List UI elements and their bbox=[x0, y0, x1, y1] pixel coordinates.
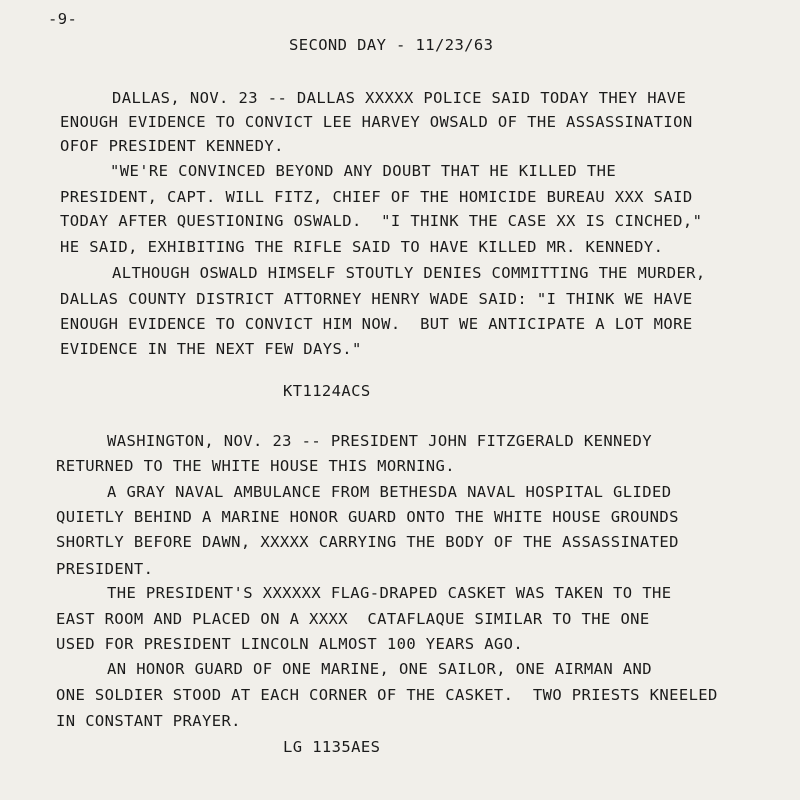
story-line: PRESIDENT. bbox=[56, 560, 154, 578]
story-line: HE SAID, EXHIBITING THE RIFLE SAID TO HAVE KILLED MR. KENNEDY. bbox=[60, 238, 664, 256]
story-code: KT1124ACS bbox=[283, 382, 371, 400]
story-line: TODAY AFTER QUESTIONING OSWALD. "I THINK THE CASE XX IS CINCHED," bbox=[60, 212, 703, 230]
story-line: IN CONSTANT PRAYER. bbox=[56, 712, 241, 730]
page-heading: SECOND DAY - 11/23/63 bbox=[289, 36, 494, 54]
story-line: THE PRESIDENT'S XXXXXX FLAG-DRAPED CASKET WAS TAKEN TO THE bbox=[107, 584, 672, 602]
story-line: DALLAS, NOV. 23 -- DALLAS XXXXX POLICE SAID TODAY THEY HAVE bbox=[112, 89, 687, 107]
story-line: A GRAY NAVAL AMBULANCE FROM BETHESDA NAVAL HOSPITAL GLIDED bbox=[107, 483, 672, 501]
story-line: EVIDENCE IN THE NEXT FEW DAYS." bbox=[60, 340, 362, 358]
page-number: -9- bbox=[48, 10, 78, 28]
story-code: LG 1135AES bbox=[283, 738, 381, 756]
story-line: RETURNED TO THE WHITE HOUSE THIS MORNING. bbox=[56, 457, 456, 475]
story-line: WASHINGTON, NOV. 23 -- PRESIDENT JOHN FITZGERALD KENNEDY bbox=[107, 432, 652, 450]
story-line: ENOUGH EVIDENCE TO CONVICT HIM NOW. BUT WE ANTICIPATE A LOT MORE bbox=[60, 315, 693, 333]
story-line: QUIETLY BEHIND A MARINE HONOR GUARD ONTO THE WHITE HOUSE GROUNDS bbox=[56, 508, 679, 526]
story-line: PRESIDENT, CAPT. WILL FITZ, CHIEF OF THE HOMICIDE BUREAU XXX SAID bbox=[60, 188, 693, 206]
story-line: "WE'RE CONVINCED BEYOND ANY DOUBT THAT HE KILLED THE bbox=[110, 162, 617, 180]
story-line: SHORTLY BEFORE DAWN, XXXXX CARRYING THE BODY OF THE ASSASSINATED bbox=[56, 533, 679, 551]
story-line: DALLAS COUNTY DISTRICT ATTORNEY HENRY WADE SAID: "I THINK WE HAVE bbox=[60, 290, 693, 308]
story-line: EAST ROOM AND PLACED ON A XXXX CATAFLAQUE SIMILAR TO THE ONE bbox=[56, 610, 650, 628]
story-line: ENOUGH EVIDENCE TO CONVICT LEE HARVEY OWSALD OF THE ASSASSINATION bbox=[60, 113, 693, 131]
story-line: OFOF PRESIDENT KENNEDY. bbox=[60, 137, 284, 155]
story-line: USED FOR PRESIDENT LINCOLN ALMOST 100 YEARS AGO. bbox=[56, 635, 524, 653]
story-line: ONE SOLDIER STOOD AT EACH CORNER OF THE CASKET. TWO PRIESTS KNEELED bbox=[56, 686, 718, 704]
story-line: AN HONOR GUARD OF ONE MARINE, ONE SAILOR, ONE AIRMAN AND bbox=[107, 660, 652, 678]
story-line: ALTHOUGH OSWALD HIMSELF STOUTLY DENIES COMMITTING THE MURDER, bbox=[112, 264, 706, 282]
